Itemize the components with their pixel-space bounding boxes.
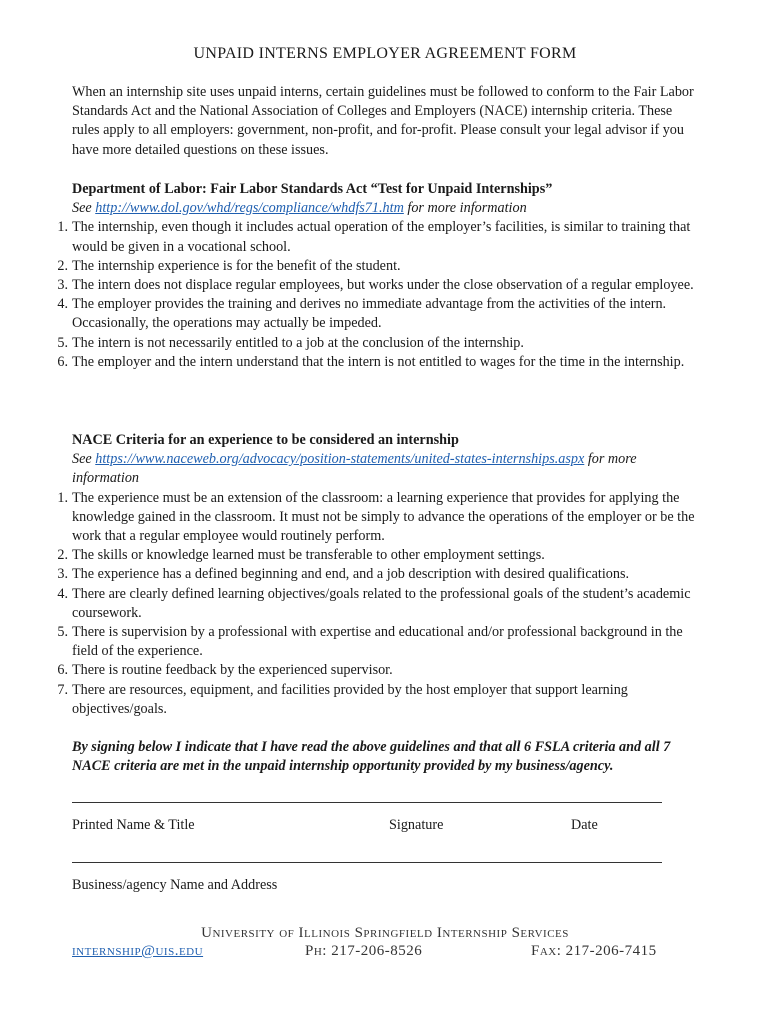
list-number: 4. xyxy=(57,585,68,602)
list-item xyxy=(57,489,702,547)
nace-section xyxy=(57,431,702,719)
list-item xyxy=(57,623,702,661)
nace-link[interactable]: https://www.naceweb.org/advocacy/position-statements/united-states-internships.aspx xyxy=(95,451,585,468)
list-number: 4. xyxy=(57,296,68,313)
business-label: Business/agency Name and Address xyxy=(72,877,278,893)
form-title: UNPAID INTERNS EMPLOYER AGREEMENT FORM xyxy=(193,45,577,62)
list-item xyxy=(57,218,702,256)
nace-criteria-list xyxy=(57,489,702,719)
list-item xyxy=(57,681,702,719)
dol-section xyxy=(57,180,702,372)
footer-fax: Fax: 217-206-7415 xyxy=(531,943,657,959)
list-item xyxy=(57,565,702,584)
nace-see-line xyxy=(72,450,702,488)
nace-see-suffix: for more information xyxy=(72,451,637,487)
nace-heading: NACE Criteria for an experience to be considered an internship xyxy=(72,432,459,448)
list-item xyxy=(57,546,702,565)
list-number: 6. xyxy=(57,662,68,679)
list-number: 3. xyxy=(57,566,68,583)
list-item xyxy=(57,353,702,372)
list-item xyxy=(57,334,702,353)
signature-label: Signature xyxy=(389,817,444,833)
list-number: 5. xyxy=(57,334,68,351)
list-item xyxy=(57,257,702,276)
list-number: 2. xyxy=(57,257,68,274)
list-item xyxy=(57,295,702,333)
list-text: The employer and the intern understand that the intern is not entitled to wages for the time in the internship. xyxy=(72,353,685,370)
list-text: There is routine feedback by the experienced supervisor. xyxy=(72,662,393,679)
list-text: The experience has a defined beginning and end, and a job description with desired qualifications. xyxy=(72,566,630,583)
dol-see-suffix: for more information xyxy=(407,200,527,217)
signature-line[interactable] xyxy=(72,802,662,803)
printed-name-label: Printed Name & Title xyxy=(72,817,195,833)
date-label: Date xyxy=(571,817,598,833)
list-number: 2. xyxy=(57,547,68,564)
list-item xyxy=(57,276,702,295)
list-item xyxy=(57,661,702,680)
list-text: There are clearly defined learning objectives/goals related to the professional goals of the student’s academic coursework. xyxy=(72,585,691,621)
list-text: The intern is not necessarily entitled to a job at the conclusion of the internship. xyxy=(72,334,524,351)
list-text: The skills or knowledge learned must be transferable to other employment settings. xyxy=(72,547,545,564)
dol-link[interactable]: http://www.dol.gov/whd/regs/compliance/whdfs71.htm xyxy=(95,200,404,217)
business-line[interactable] xyxy=(72,862,662,863)
footer-org: University of Illinois Springfield Internship Services xyxy=(201,925,569,941)
footer-email-link[interactable]: internship@uis.edu xyxy=(72,943,204,959)
footer-phone: Ph: 217-206-8526 xyxy=(305,943,423,959)
affirmation-statement: By signing below I indicate that I have read the above guidelines and that all 6 FSLA criteria and all 7 NACE criteria are met in the unpaid internship opportunity provided by my business/agency. xyxy=(72,739,671,775)
list-number: 3. xyxy=(57,277,68,294)
dol-see-prefix: See xyxy=(72,200,92,217)
dol-see-line xyxy=(72,199,702,218)
list-number: 5. xyxy=(57,624,68,641)
list-text: The employer provides the training and derives no immediate advantage from the activities of the intern. Occasionally, the operations may actually be impeded. xyxy=(72,296,667,332)
list-text: The intern does not displace regular employees, but works under the close observation of a regular employee. xyxy=(72,277,694,294)
list-number: 1. xyxy=(57,489,68,506)
list-text: The internship experience is for the benefit of the student. xyxy=(72,257,401,274)
list-number: 1. xyxy=(57,219,68,236)
list-text: The experience must be an extension of the classroom: a learning experience that provides for applying the knowledge gained in the classroom. It must not be simply to advance the operations of the employer or be the work that a regular employee would routinely perform. xyxy=(72,489,695,545)
list-item xyxy=(57,585,702,623)
nace-see-prefix: See xyxy=(72,451,92,468)
list-number: 6. xyxy=(57,353,68,370)
list-text: There are resources, equipment, and facilities provided by the host employer that support learning objectives/goals. xyxy=(72,681,628,717)
dol-criteria-list xyxy=(57,218,702,372)
dol-heading: Department of Labor: Fair Labor Standards Act “Test for Unpaid Internships” xyxy=(72,181,553,197)
list-number: 7. xyxy=(57,681,68,698)
list-text: There is supervision by a professional with expertise and educational and/or professional background in the field of the experience. xyxy=(72,624,683,660)
intro-paragraph: When an internship site uses unpaid interns, certain guidelines must be followed to conform to the Fair Labor Standards Act and the National Association of Colleges and Employers (NACE) internship criteria. These rules apply to all employers: government, non-profit, and for-profit. Please consult your legal advisor if you have more detailed questions on these issues. xyxy=(72,84,694,158)
list-text: The internship, even though it includes actual operation of the employer’s facilities, is similar to training that would be given in a vocational school. xyxy=(72,219,691,255)
